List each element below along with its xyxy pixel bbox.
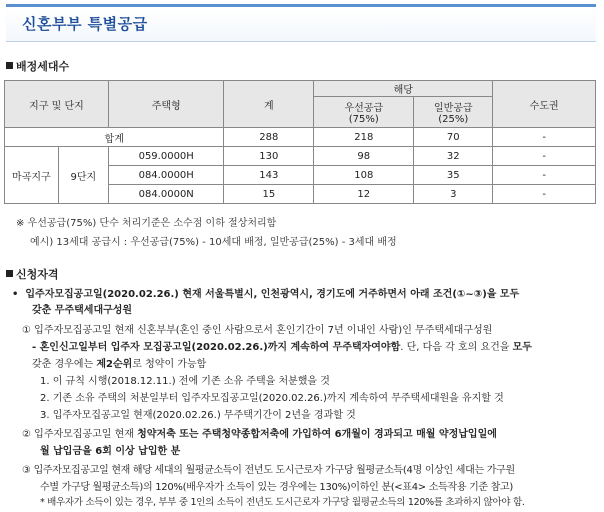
header-priority: 우선공급 (75%) (314, 97, 414, 128)
metro-cell: - (493, 166, 596, 185)
note-rounding: ※ 우선공급(75%) 단수 처리기준은 소수점 이하 절상처리함 (16, 218, 277, 229)
priority-cell: 12 (314, 185, 414, 204)
total-cell: 143 (224, 166, 314, 185)
bullet-icon: • (12, 289, 19, 300)
sum-label: 합계 (5, 128, 224, 147)
type-cell: 084.0000N (109, 185, 224, 204)
note-example: 예시) 13세대 공급시 : 우선공급(75%) - 10세대 배정, 일반공급(25%) - 3세대 배정 (30, 237, 397, 248)
square-bullet-icon (6, 270, 13, 277)
condition-2-cont: 월 납입금을 6회 이상 납입한 분 (40, 446, 181, 457)
general-cell: 35 (414, 166, 493, 185)
general-cell: 3 (414, 185, 493, 204)
condition-1-note: - 혼인신고일부터 입주자 모집공고일(2020.02.26.)까지 계속하여 무주택자여야함. 단, 다음 각 호의 요건을 모두 (32, 342, 532, 353)
type-cell: 059.0000H (109, 147, 224, 166)
priority-cell: 98 (314, 147, 414, 166)
condition-1: ① 입주자모집공고일 현재 신혼부부(혼인 중인 사람으로서 혼인기간이 7년 이내인 사람)인 무주택세대구성원 (22, 325, 493, 336)
sum-general: 70 (414, 128, 493, 147)
condition-2: ② 입주자모집공고일 현재 청약저축 또는 주택청약종합저축에 가입하여 6개월이 경과되고 매월 약정납입일에 (22, 429, 497, 440)
sub-condition-2: 2. 기존 소유 주택의 처분일부터 입주자모집공고일(2020.02.26.)까지 계속하여 무주택세대원을 유지할 것 (40, 393, 504, 404)
circled-one-icon: ① (22, 325, 31, 336)
header-total: 계 (224, 81, 314, 128)
condition-3: ③ 입주자모집공고일 현재 해당 세대의 월평균소득이 전년도 도시근로자 가구당 월평균소득(4명 이상인 세대는 가구원 (22, 465, 515, 476)
complex-cell: 9단지 (58, 147, 108, 204)
header-alloc: 해당 (314, 81, 493, 97)
metro-cell: - (493, 185, 596, 204)
section-label: 배정세대수 (16, 60, 70, 73)
total-cell: 130 (224, 147, 314, 166)
section-heading-allocation (6, 58, 69, 74)
allocation-table (4, 80, 596, 204)
table-row (5, 147, 596, 166)
condition-3-cont: 수별 가구당 월평균소득)의 120%(배우자가 소득이 있는 경우에는 130%)이하인 분(<표4> 소득작용 기준 참고) (40, 482, 513, 493)
sum-metro: - (493, 128, 596, 147)
eligibility-main: • 입주자모집공고일(2020.02.26.) 현재 서울특별시, 인천광역시, 경기도에 거주하면서 아래 조건(①~③)을 모두 (12, 289, 520, 300)
district-cell: 마곡지구 (5, 147, 59, 204)
type-cell: 084.0000H (109, 166, 224, 185)
circled-two-icon: ② (22, 429, 31, 440)
metro-cell: - (493, 147, 596, 166)
priority-cell: 108 (314, 166, 414, 185)
sub-condition-3: 3. 입주자모집공고일 현재(2020.02.26.) 무주택기간이 2년을 경과할 것 (40, 410, 356, 421)
table-row-sum (5, 128, 596, 147)
eligibility-main-cont: 갖춘 무주택세대구성원 (32, 305, 133, 316)
circled-three-icon: ③ (22, 465, 31, 476)
title-bar (6, 4, 596, 42)
general-cell: 32 (414, 147, 493, 166)
header-type: 주택형 (109, 81, 224, 128)
header-metro: 수도권 (493, 81, 596, 128)
page-title: 신혼부부 특별공급 (22, 15, 148, 33)
sum-priority: 218 (314, 128, 414, 147)
header-region: 지구 및 단지 (5, 81, 109, 128)
square-bullet-icon (6, 62, 13, 69)
condition-3-note: * 배우자가 소득이 있는 경우, 부부 중 1인의 소득이 전년도 도시근로자 가구당 월평균소득의 120%를 초과하지 않아야 함. (40, 497, 525, 508)
sub-condition-1: 1. 이 규칙 시행(2018.12.11.) 전에 기존 소유 주택을 처분했을 것 (40, 376, 330, 387)
section-label: 신청자격 (16, 268, 59, 281)
sum-total: 288 (224, 128, 314, 147)
header-general: 일반공급 (25%) (414, 97, 493, 128)
total-cell: 15 (224, 185, 314, 204)
section-heading-eligibility (6, 266, 59, 282)
condition-1-note-cont: 갖춘 경우에는 제2순위로 청약이 가능함 (32, 359, 207, 370)
